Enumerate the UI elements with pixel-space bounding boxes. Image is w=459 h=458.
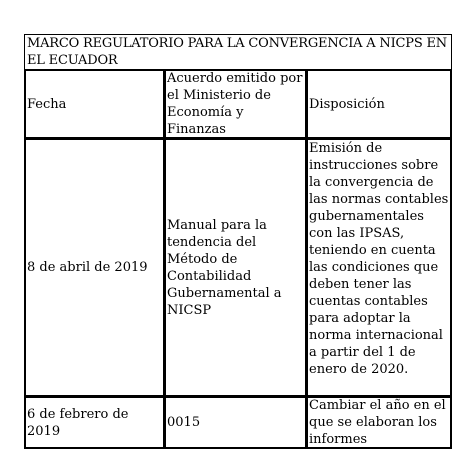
header-acuerdo: Acuerdo emitido por el Ministerio de Economía y Finanzas <box>165 70 307 139</box>
header-row <box>25 70 452 139</box>
table-row <box>25 139 452 397</box>
row-1-fecha: 8 de abril de 2019 <box>25 139 165 397</box>
title-row <box>25 35 452 70</box>
header-disposicion: Disposición <box>307 70 452 139</box>
table-row <box>25 397 452 449</box>
regulatory-table <box>24 34 452 449</box>
row-1-disposicion: Emisión de instrucciones sobre la convergencia de las normas contables gubernamentales con las IPSAS, teniendo en cuenta las condiciones que deben tener las cuentas contables para adoptar la norma internacional a partir del 1 de enero de 2020. <box>307 139 452 397</box>
header-fecha: Fecha <box>25 70 165 139</box>
row-2-disposicion: Cambiar el año en el que se elaboran los informes <box>307 397 452 449</box>
table-title: MARCO REGULATORIO PARA LA CONVERGENCIA A NICPS EN EL ECUADOR <box>25 35 452 70</box>
row-2-fecha: 6 de febrero de 2019 <box>25 397 165 449</box>
row-2-acuerdo: 0015 <box>165 397 307 449</box>
row-1-acuerdo: Manual para la tendencia del Método de Contabilidad Gubernamental a NICSP <box>165 139 307 397</box>
